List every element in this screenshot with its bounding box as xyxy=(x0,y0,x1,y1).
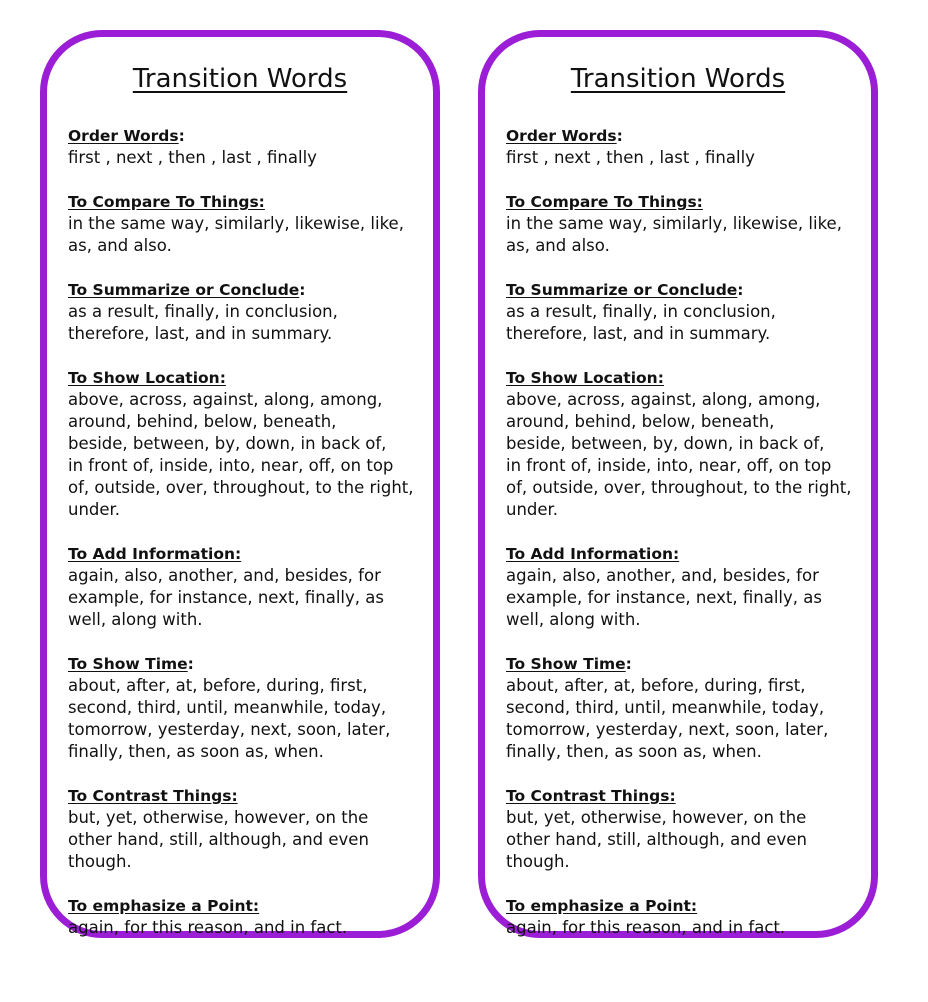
section-heading-suffix: : xyxy=(616,127,623,145)
transition-section xyxy=(506,785,863,873)
section-text-line: second, third, until, meanwhile, today, xyxy=(68,698,387,717)
section-text-line: under. xyxy=(68,500,121,519)
section-heading-label: To Add Information: xyxy=(506,545,680,563)
transition-section xyxy=(506,191,863,257)
section-heading-suffix: : xyxy=(187,655,194,673)
section-heading-label: To Contrast Things: xyxy=(68,787,238,805)
section-text-line: well, along with. xyxy=(68,610,203,629)
section-heading-suffix: : xyxy=(737,281,744,299)
transition-section xyxy=(68,653,425,763)
section-heading-label: Order Words xyxy=(506,127,617,145)
section-heading-label: To Show Location: xyxy=(506,369,664,387)
section-text-line: in front of, inside, into, near, off, on top xyxy=(506,456,832,475)
section-text-line: other hand, still, although, and even xyxy=(68,830,369,849)
section-text-line: about, after, at, before, during, first, xyxy=(506,676,806,695)
transition-section xyxy=(68,543,425,631)
section-heading xyxy=(68,191,425,213)
section-heading-label: Order Words xyxy=(68,127,179,145)
section-text-line: example, for instance, next, finally, as xyxy=(68,588,384,607)
section-heading-suffix: : xyxy=(299,281,306,299)
section-text-line: as, and also. xyxy=(506,236,610,255)
transition-section xyxy=(68,785,425,873)
section-text-line: as a result, finally, in conclusion, xyxy=(68,302,338,321)
section-text-line: around, behind, below, beneath, xyxy=(68,412,337,431)
section-heading-suffix: : xyxy=(178,127,185,145)
section-heading-label: To Summarize or Conclude xyxy=(68,281,300,299)
section-text-line: second, third, until, meanwhile, today, xyxy=(506,698,825,717)
section-heading-label: To emphasize a Point: xyxy=(506,897,698,915)
section-text-line: above, across, against, along, among, xyxy=(68,390,383,409)
section-heading xyxy=(506,367,863,389)
section-text-line: tomorrow, yesterday, next, soon, later, xyxy=(68,720,391,739)
bookmark-title: Transition Words xyxy=(132,64,348,94)
section-text-line: but, yet, otherwise, however, on the xyxy=(68,808,369,827)
section-text-line: again, also, another, and, besides, for xyxy=(506,566,819,585)
section-heading xyxy=(506,895,863,917)
bookmark-left xyxy=(40,30,440,938)
section-heading xyxy=(506,785,863,807)
section-heading xyxy=(68,785,425,807)
section-heading-label: To Show Location: xyxy=(68,369,226,387)
section-heading-label: To emphasize a Point: xyxy=(68,897,260,915)
section-text-line: in front of, inside, into, near, off, on top xyxy=(68,456,394,475)
section-heading xyxy=(68,895,425,917)
section-heading-label: To Compare To Things: xyxy=(68,193,265,211)
section-heading xyxy=(506,543,863,565)
section-text-line: above, across, against, along, among, xyxy=(506,390,821,409)
section-heading-label: To Show Time xyxy=(68,655,188,673)
transition-section xyxy=(506,279,863,345)
section-heading xyxy=(506,125,863,147)
section-list xyxy=(506,125,863,961)
section-text-line: as, and also. xyxy=(68,236,172,255)
section-text-line: first , next , then , last , finally xyxy=(506,148,755,167)
section-text-line: again, for this reason, and in fact. xyxy=(506,918,786,937)
section-heading xyxy=(506,191,863,213)
section-text-line: but, yet, otherwise, however, on the xyxy=(506,808,807,827)
section-text-line: though. xyxy=(506,852,570,871)
bookmark-title: Transition Words xyxy=(570,64,786,94)
section-text-line: around, behind, below, beneath, xyxy=(506,412,775,431)
section-text-line: tomorrow, yesterday, next, soon, later, xyxy=(506,720,829,739)
section-text-line: about, after, at, before, during, first, xyxy=(68,676,368,695)
section-text-line: as a result, finally, in conclusion, xyxy=(506,302,776,321)
transition-section xyxy=(68,191,425,257)
transition-section xyxy=(506,895,863,939)
transition-section xyxy=(506,367,863,521)
transition-section xyxy=(68,367,425,521)
section-text-line: therefore, last, and in summary. xyxy=(68,324,333,343)
section-text-line: well, along with. xyxy=(506,610,641,629)
section-heading xyxy=(68,367,425,389)
section-text-line: though. xyxy=(68,852,132,871)
transition-section xyxy=(68,279,425,345)
section-heading xyxy=(68,653,425,675)
section-text-line: again, for this reason, and in fact. xyxy=(68,918,348,937)
section-text-line: other hand, still, although, and even xyxy=(506,830,807,849)
section-text-line: therefore, last, and in summary. xyxy=(506,324,771,343)
section-list xyxy=(68,125,425,961)
section-text-line: in the same way, similarly, likewise, like, xyxy=(68,214,404,233)
section-heading xyxy=(68,543,425,565)
section-text-line: first , next , then , last , finally xyxy=(68,148,317,167)
section-heading xyxy=(506,279,863,301)
section-heading-label: To Compare To Things: xyxy=(506,193,703,211)
section-text-line: again, also, another, and, besides, for xyxy=(68,566,381,585)
section-heading-label: To Show Time xyxy=(506,655,626,673)
transition-section xyxy=(506,653,863,763)
section-text-line: of, outside, over, throughout, to the right, xyxy=(68,478,414,497)
section-heading-suffix: : xyxy=(625,655,632,673)
section-text-line: beside, between, by, down, in back of, xyxy=(68,434,387,453)
section-text-line: in the same way, similarly, likewise, like, xyxy=(506,214,842,233)
section-text-line: of, outside, over, throughout, to the right, xyxy=(506,478,852,497)
section-text-line: finally, then, as soon as, when. xyxy=(68,742,324,761)
transition-section xyxy=(68,125,425,169)
section-heading xyxy=(68,279,425,301)
section-heading-label: To Summarize or Conclude xyxy=(506,281,738,299)
section-text-line: beside, between, by, down, in back of, xyxy=(506,434,825,453)
bookmark-right xyxy=(478,30,878,938)
transition-section xyxy=(506,543,863,631)
section-heading xyxy=(506,653,863,675)
section-text-line: under. xyxy=(506,500,559,519)
section-text-line: finally, then, as soon as, when. xyxy=(506,742,762,761)
transition-section xyxy=(506,125,863,169)
transition-section xyxy=(68,895,425,939)
section-text-line: example, for instance, next, finally, as xyxy=(506,588,822,607)
section-heading-label: To Add Information: xyxy=(68,545,242,563)
section-heading-label: To Contrast Things: xyxy=(506,787,676,805)
section-heading xyxy=(68,125,425,147)
